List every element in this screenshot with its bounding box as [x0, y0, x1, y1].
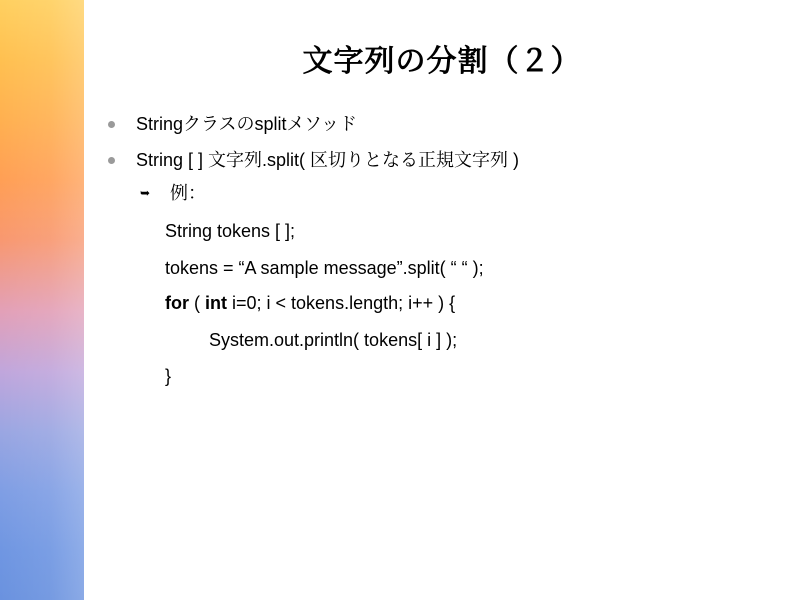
code-fragment: ( — [189, 293, 205, 313]
slide-title: 文字列の分割（２） — [302, 44, 582, 79]
bullet-dot-icon — [108, 157, 115, 164]
bullet-item-split-signature — [108, 148, 708, 172]
decorative-gradient-sidebar — [0, 0, 84, 600]
bullet-item-split-method — [108, 112, 708, 136]
code-fragment: i=0; i < tokens.length; i++ ) { — [227, 293, 456, 313]
code-line-5: } — [165, 366, 172, 386]
keyword-for: for — [165, 293, 189, 313]
code-line-2: tokens = “A sample message”.split( “ “ ); — [165, 258, 484, 278]
keyword-int: int — [205, 293, 227, 313]
code-line-3 — [165, 291, 455, 315]
code-line-1: String tokens [ ]; — [165, 221, 296, 241]
bullet-dot-icon — [108, 121, 115, 128]
bullet-text: String [ ] 文字列.split( 区切りとなる正規文字列 ) — [136, 150, 520, 170]
bullet-text: Stringクラスのsplitメソッド — [136, 114, 358, 134]
code-line-4: System.out.println( tokens[ i ] ); — [209, 330, 458, 350]
arrow-icon: ➥ — [140, 186, 151, 200]
sub-bullet-text: 例： — [170, 183, 206, 203]
